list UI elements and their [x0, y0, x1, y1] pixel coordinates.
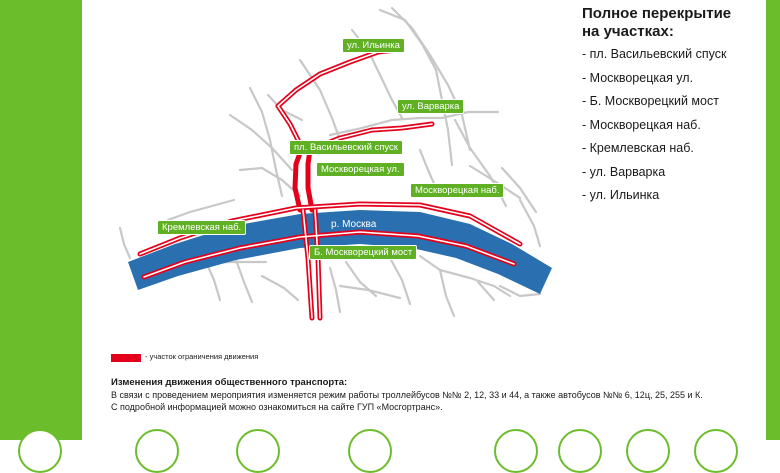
label-varvarka: ул. Варварка — [398, 100, 463, 113]
transit-info — [111, 377, 771, 413]
closure-item: - ул. Варварка — [582, 164, 666, 179]
bottom-icon — [236, 429, 280, 473]
legend-label: - участок ограничения движения — [145, 352, 259, 361]
closure-title-line1: Полное перекрытие — [582, 5, 732, 22]
label-bridge: Б. Москворецкий мост — [310, 246, 416, 259]
transit-text: С подробной информацией можно ознакомиться на сайте ГУП «Мосгортранс». — [111, 402, 443, 412]
closure-item: - пл. Васильевский спуск — [582, 47, 727, 61]
bottom-icon — [694, 429, 738, 473]
label-river: р. Москва — [331, 219, 377, 230]
label-vasilievsky-spusk: пл. Васильевский спуск — [290, 141, 402, 154]
legend-swatch — [111, 354, 141, 362]
label-ilinka: ул. Ильинка — [343, 39, 404, 52]
transit-text: В связи с проведением мероприятия изменяется режим работы троллейбусов №№ 2, 12, 33 и 44, а также автобусов №№ 6, 12ц, 25, 255 и К. — [111, 390, 703, 400]
closure-item: - Москворецкая ул. — [582, 70, 694, 85]
bottom-icon — [348, 429, 392, 473]
closure-item: - Москворецкая наб. — [582, 117, 701, 132]
label-moskvoretskaya-nab: Москворецкая наб. — [411, 184, 503, 197]
closure-item: - ул. Ильинка — [582, 188, 660, 202]
bottom-icon — [135, 429, 179, 473]
label-moskvoretskaya-ul: Москворецкая ул. — [317, 163, 404, 176]
closure-title-line2: на участках: — [582, 23, 674, 40]
bottom-icon — [558, 429, 602, 473]
bottom-icon — [18, 429, 62, 473]
closure-title — [582, 5, 772, 41]
closure-item: - Б. Москворецкий мост — [582, 94, 719, 108]
closure-panel — [582, 5, 772, 212]
closure-item: - Кремлевская наб. — [582, 141, 694, 155]
bottom-icon — [626, 429, 670, 473]
bottom-icon — [494, 429, 538, 473]
transit-title: Изменения движения общественного транспорта: — [111, 377, 348, 388]
closure-list — [582, 47, 772, 203]
label-kremlevskaya-nab: Кремлевская наб. — [158, 221, 245, 234]
